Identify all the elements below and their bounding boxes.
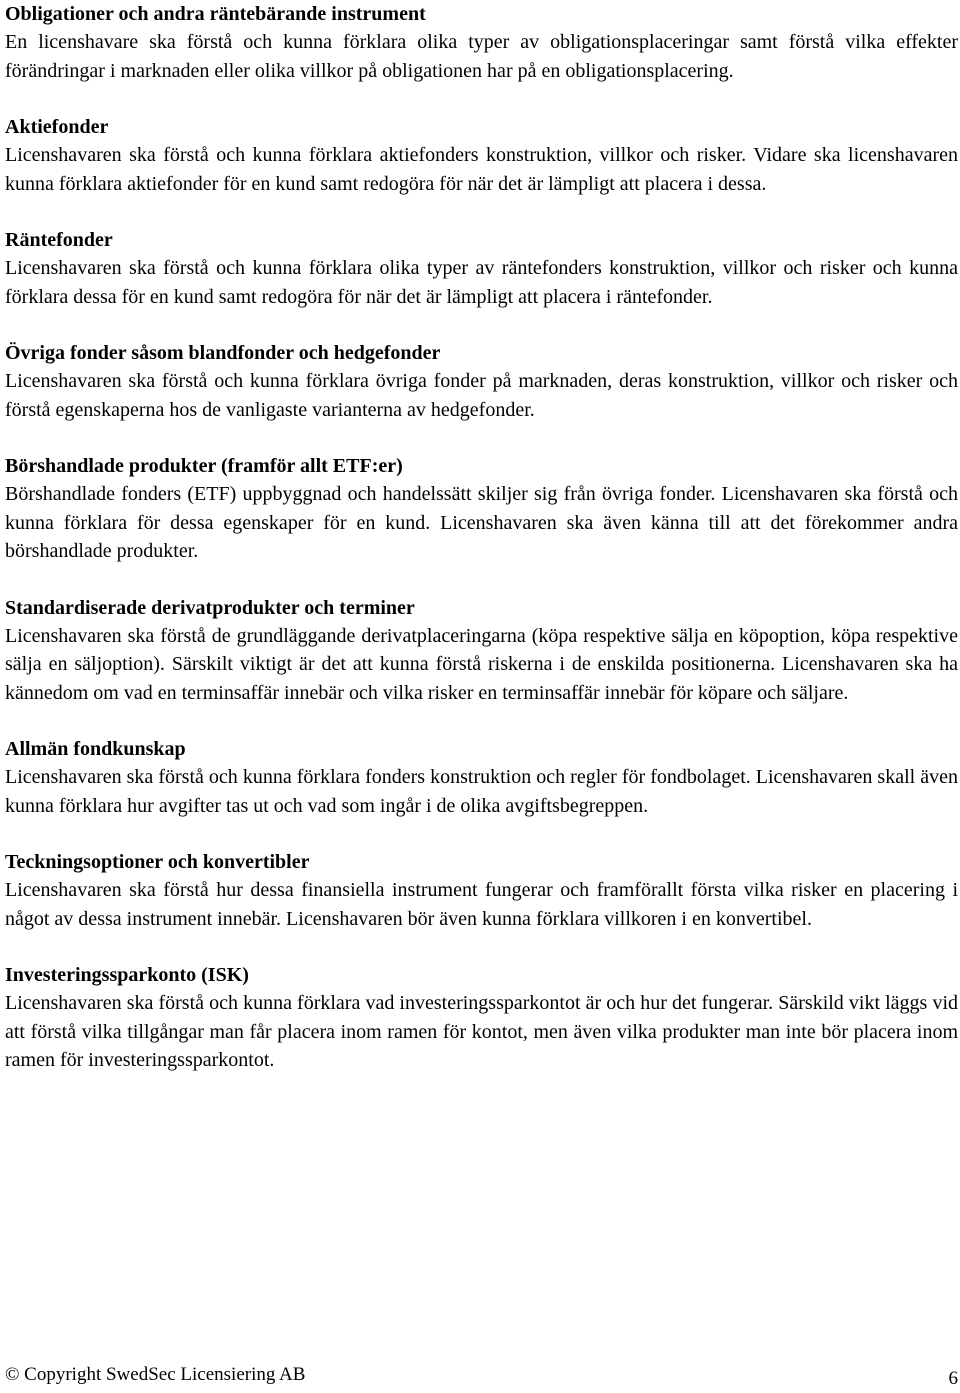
document-page — [5, 0, 958, 1075]
section-heading: Allmän fondkunskap — [5, 738, 186, 760]
section-isk — [5, 961, 958, 1075]
copyright-text: © Copyright SwedSec Licensiering AB — [5, 1364, 306, 1385]
section-body: Licenshavaren ska förstå och kunna förklara vad investeringssparkontot är och hur det fungerar. Särskild vikt läggs vid att förstå vilka tillgångar man får placera inom ramen för kontot, men även vilka produkter man inte bör placera inom ramen för investeringssparkontot. — [5, 992, 958, 1071]
section-teckningsoptioner — [5, 848, 958, 933]
section-body: Licenshavaren ska förstå och kunna förklara fonders konstruktion och regler för fondbolaget. Licenshavaren skall även kunna förklara hur avgifter tas ut och vad som ingår i de olika avgiftsbegreppen. — [5, 766, 958, 817]
section-body: Licenshavaren ska förstå och kunna förklara övriga fonder på marknaden, deras konstruktion, villkor och risker och förstå egenskaperna hos de vanligaste varianterna av hedgefonder. — [5, 370, 958, 421]
section-heading: Aktiefonder — [5, 116, 109, 138]
section-derivat — [5, 594, 958, 708]
section-heading: Räntefonder — [5, 229, 113, 251]
section-body: Licenshavaren ska förstå hur dessa finansiella instrument fungerar och framförallt första vilka risker en placering i något av dessa instrument innebär. Licenshavaren bör även kunna förklara villkoren i en konvertibel. — [5, 879, 958, 930]
section-heading: Obligationer och andra räntebärande instrument — [5, 3, 426, 25]
section-rantefonder — [5, 226, 958, 311]
section-body: Licenshavaren ska förstå och kunna förklara aktiefonders konstruktion, villkor och risker. Vidare ska licenshavaren kunna förklara aktiefonder för en kund samt redogöra för när det är lämpligt att placera i dessa. — [5, 144, 958, 195]
section-borshandlade — [5, 452, 958, 566]
section-body: En licenshavare ska förstå och kunna förklara olika typer av obligationsplaceringar samt förstå vilka effekter förändringar i marknaden eller olika villkor på obligationen har på en obligationsplacering. — [5, 31, 958, 82]
page-number: 6 — [948, 1368, 958, 1389]
section-body: Licenshavaren ska förstå och kunna förklara olika typer av räntefonders konstruktion, villkor och risker och kunna förklara dessa för en kund samt redogöra för när det är lämpligt att placera i räntefonder. — [5, 257, 958, 308]
section-ovriga-fonder — [5, 339, 958, 424]
section-heading: Investeringssparkonto (ISK) — [5, 964, 249, 986]
section-body: Licenshavaren ska förstå de grundläggande derivatplaceringarna (köpa respektive sälja en köpoption, köpa respektive sälja en säljoption). Särskilt viktigt är det att kunna förstå riskerna i de enskilda positionerna. Licenshavaren ska ha kännedom om vad en terminsaffär innebär och vilka risker en terminsaffär innebär för köpare och säljare. — [5, 624, 958, 704]
section-heading: Teckningsoptioner och konvertibler — [5, 851, 310, 873]
section-obligationer — [5, 0, 958, 85]
section-heading: Standardiserade derivatprodukter och terminer — [5, 596, 415, 619]
section-fondkunskap — [5, 735, 958, 820]
section-heading: Övriga fonder såsom blandfonder och hedgefonder — [5, 342, 441, 364]
section-aktiefonder — [5, 113, 958, 198]
section-heading: Börshandlade produkter (framför allt ETF:er) — [5, 455, 403, 477]
section-body: Börshandlade fonders (ETF) uppbyggnad och handelssätt skiljer sig från övriga fonder. Licenshavaren ska förstå och kunna förklara för dessa egenskaper för en kund. Licenshavaren ska även känna till att det förekommer andra börshandlade produkter. — [5, 483, 958, 562]
